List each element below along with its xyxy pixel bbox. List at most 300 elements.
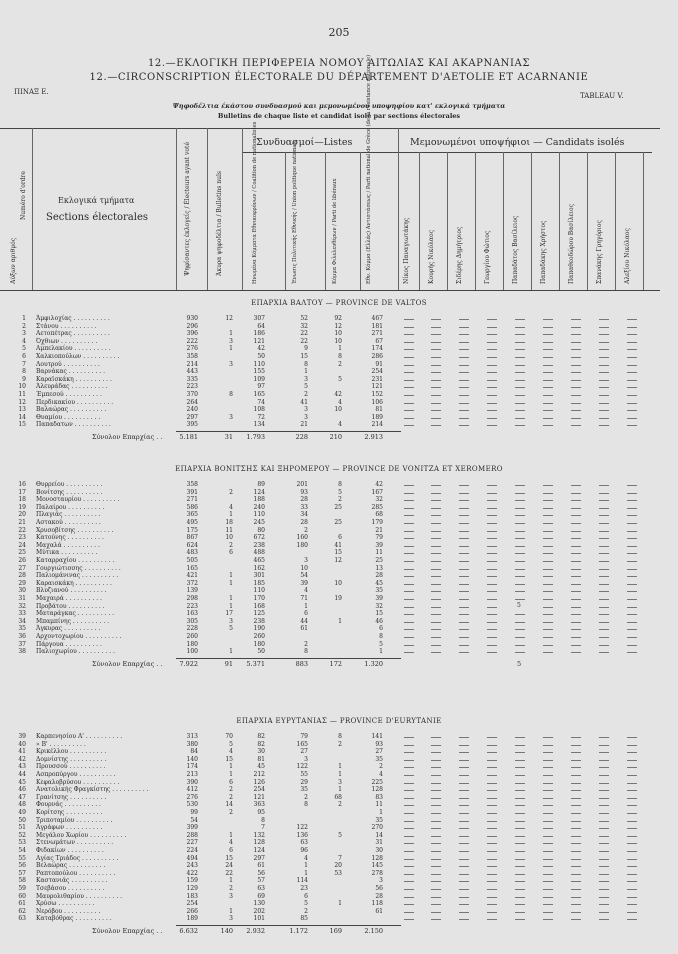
section-name: Χρύσω . . . . . . . . . . xyxy=(36,900,95,908)
empty-dash xyxy=(543,327,553,328)
cell-value: 57 xyxy=(257,877,265,885)
cell-value: 3 xyxy=(304,557,308,564)
cell-value: 297 xyxy=(253,854,265,862)
cell-value: 15 xyxy=(225,755,233,763)
empty-dash xyxy=(404,645,414,646)
empty-dash xyxy=(487,493,497,494)
cell-value: 140 xyxy=(186,755,198,763)
empty-dash xyxy=(404,425,414,426)
cell-value: 108 xyxy=(253,406,265,414)
empty-dash xyxy=(404,767,414,768)
empty-dash xyxy=(487,576,497,577)
total-label: Σύνολον Επαρχίας . . xyxy=(92,927,163,935)
empty-dash xyxy=(515,859,525,860)
cell-value: 1 xyxy=(229,345,233,353)
empty-dash xyxy=(404,889,414,890)
empty-dash xyxy=(459,836,469,837)
cell-value: 2 xyxy=(338,496,342,504)
empty-dash xyxy=(404,508,414,509)
empty-dash xyxy=(627,576,637,577)
cell-value: 54 xyxy=(300,572,308,580)
cell-value: 930 xyxy=(186,315,198,322)
empty-dash xyxy=(431,805,441,806)
empty-dash xyxy=(515,584,525,585)
empty-dash xyxy=(487,737,497,738)
empty-dash xyxy=(627,365,637,366)
cell-value: 3 xyxy=(229,413,233,421)
empty-dash xyxy=(571,645,581,646)
empty-dash xyxy=(599,380,609,381)
empty-dash xyxy=(571,493,581,494)
col-rule xyxy=(643,152,644,290)
empty-dash xyxy=(431,745,441,746)
empty-dash xyxy=(431,410,441,411)
empty-dash xyxy=(487,821,497,822)
empty-dash xyxy=(487,629,497,630)
cell-value: 2 xyxy=(338,740,342,748)
empty-dash xyxy=(543,767,553,768)
empty-dash xyxy=(487,790,497,791)
empty-dash xyxy=(543,523,553,524)
empty-dash xyxy=(459,319,469,320)
isolated-value: 5 xyxy=(517,601,521,609)
empty-dash xyxy=(599,904,609,905)
cell-value: 80 xyxy=(257,526,265,534)
cell-value: 201 xyxy=(296,481,308,488)
section-name: Γρανίτσης . . . . . . . . . . xyxy=(36,793,107,801)
col-rule xyxy=(559,152,560,290)
cell-value: 4 xyxy=(304,587,308,595)
cell-value: 494 xyxy=(186,854,198,862)
empty-dash xyxy=(515,881,525,882)
empty-dash xyxy=(543,319,553,320)
col-rule xyxy=(447,152,448,290)
empty-dash xyxy=(404,652,414,653)
total-value: 2.932 xyxy=(246,927,265,935)
empty-dash xyxy=(404,418,414,419)
empty-dash xyxy=(459,342,469,343)
empty-dash xyxy=(431,485,441,486)
empty-dash xyxy=(487,515,497,516)
empty-dash xyxy=(487,334,497,335)
empty-dash xyxy=(404,737,414,738)
col-rule xyxy=(360,152,361,290)
empty-dash xyxy=(599,607,609,608)
empty-dash xyxy=(571,821,581,822)
cell-value: 222 xyxy=(186,337,198,345)
cell-value: 22 xyxy=(300,337,308,345)
empty-dash xyxy=(543,553,553,554)
empty-dash xyxy=(627,897,637,898)
total-value: 1.320 xyxy=(364,659,383,668)
cell-value: 363 xyxy=(253,801,265,809)
col-rule xyxy=(242,128,243,290)
cell-value: 85 xyxy=(300,915,308,923)
total-value: 172 xyxy=(329,659,342,668)
table-row xyxy=(0,915,678,925)
empty-dash xyxy=(404,752,414,753)
empty-dash xyxy=(599,790,609,791)
empty-dash xyxy=(515,531,525,532)
row-number: 8 xyxy=(22,368,26,376)
row-number: 31 xyxy=(18,595,26,602)
cell-value: 5 xyxy=(229,625,233,633)
empty-dash xyxy=(431,904,441,905)
cell-value: 1 xyxy=(338,763,342,771)
row-number: 33 xyxy=(18,610,26,618)
cell-value: 93 xyxy=(300,488,308,496)
empty-dash xyxy=(571,775,581,776)
col-rule xyxy=(419,152,420,290)
section-name: Μπαμπίνης . . . . . . . . . . xyxy=(36,617,110,625)
empty-dash xyxy=(487,387,497,388)
cell-value: 286 xyxy=(371,353,383,360)
cell-value: 8 xyxy=(229,391,233,398)
empty-dash xyxy=(459,798,469,799)
section-title: ΕΠΑΡΧΙΑ ΕΥΡΥΤΑΝΙΑΣ — PROVINCE D'EURYTANIE xyxy=(236,717,442,725)
empty-dash xyxy=(571,576,581,577)
empty-dash xyxy=(431,866,441,867)
row-number: 19 xyxy=(18,503,26,511)
row-number: 62 xyxy=(18,907,26,915)
empty-dash xyxy=(431,760,441,761)
empty-dash xyxy=(515,569,525,570)
cell-value: 370 xyxy=(186,391,198,398)
section-name: Καραϊσκάκη . . . . . . . . . . xyxy=(36,375,112,383)
cell-value: 276 xyxy=(186,793,198,801)
empty-dash xyxy=(599,919,609,920)
empty-dash xyxy=(627,645,637,646)
empty-dash xyxy=(459,485,469,486)
cell-value: 313 xyxy=(186,733,198,740)
empty-dash xyxy=(627,342,637,343)
empty-dash xyxy=(431,645,441,646)
section-name: Αγίας Τριάδος . . . . . . . . . . xyxy=(36,854,119,862)
empty-dash xyxy=(627,889,637,890)
empty-dash xyxy=(404,790,414,791)
empty-dash xyxy=(459,380,469,381)
total-value: 228 xyxy=(295,433,308,441)
empty-dash xyxy=(487,614,497,615)
cell-value: 128 xyxy=(371,854,383,862)
empty-dash xyxy=(487,645,497,646)
cell-value: 5 xyxy=(338,375,342,383)
cell-value: 97 xyxy=(257,383,265,391)
empty-dash xyxy=(599,783,609,784)
cell-value: 10 xyxy=(334,337,342,345)
col-rule xyxy=(207,128,208,290)
cell-value: 128 xyxy=(371,786,383,794)
empty-dash xyxy=(515,403,525,404)
empty-dash xyxy=(487,607,497,608)
cell-value: 365 xyxy=(186,511,198,519)
empty-dash xyxy=(431,327,441,328)
cell-value: 63 xyxy=(300,839,308,847)
empty-dash xyxy=(431,546,441,547)
cell-value: 7 xyxy=(338,854,342,862)
empty-dash xyxy=(487,403,497,404)
empty-dash xyxy=(627,821,637,822)
section-title: ΕΠΑΡΧΙΑ ΒΑΛΤΟΥ — PROVINCE DE VALTOS xyxy=(251,299,427,307)
empty-dash xyxy=(404,629,414,630)
empty-dash xyxy=(404,881,414,882)
section-name: Καταβόθρας . . . . . . . . . . xyxy=(36,915,112,923)
cell-value: 55 xyxy=(300,771,308,778)
empty-dash xyxy=(571,629,581,630)
empty-dash xyxy=(599,843,609,844)
header-isolated-col: Νίκος Παναγιωτάκης xyxy=(403,217,410,284)
empty-dash xyxy=(404,919,414,920)
row-number: 46 xyxy=(18,786,26,794)
empty-dash xyxy=(459,760,469,761)
empty-dash xyxy=(543,515,553,516)
empty-dash xyxy=(459,515,469,516)
cell-value: 3 xyxy=(304,755,308,763)
empty-dash xyxy=(571,737,581,738)
cell-value: 243 xyxy=(186,862,198,870)
cell-value: 126 xyxy=(253,778,265,786)
empty-dash xyxy=(431,584,441,585)
empty-dash xyxy=(431,357,441,358)
empty-dash xyxy=(459,645,469,646)
cell-value: 240 xyxy=(253,503,265,511)
empty-dash xyxy=(404,904,414,905)
empty-dash xyxy=(627,798,637,799)
empty-dash xyxy=(571,836,581,837)
empty-dash xyxy=(459,508,469,509)
empty-dash xyxy=(599,866,609,867)
cell-value: 488 xyxy=(253,549,265,557)
empty-dash xyxy=(571,538,581,539)
empty-dash xyxy=(571,622,581,623)
total-value: 5.371 xyxy=(246,659,265,668)
empty-dash xyxy=(431,622,441,623)
empty-dash xyxy=(487,380,497,381)
cell-value: 180 xyxy=(253,640,265,648)
empty-dash xyxy=(459,813,469,814)
empty-dash xyxy=(459,821,469,822)
empty-dash xyxy=(404,805,414,806)
empty-dash xyxy=(627,737,637,738)
empty-dash xyxy=(487,372,497,373)
empty-dash xyxy=(599,629,609,630)
empty-dash xyxy=(543,561,553,562)
total-rule xyxy=(176,431,401,432)
cell-value: 6 xyxy=(379,625,383,633)
cell-value: 163 xyxy=(186,610,198,618)
empty-dash xyxy=(571,805,581,806)
row-number: 36 xyxy=(18,633,26,640)
empty-dash xyxy=(515,790,525,791)
empty-dash xyxy=(571,813,581,814)
empty-dash xyxy=(543,569,553,570)
empty-dash xyxy=(431,395,441,396)
cell-value: 15 xyxy=(375,610,383,618)
empty-dash xyxy=(599,897,609,898)
cell-value: 20 xyxy=(334,862,342,870)
empty-dash xyxy=(404,327,414,328)
empty-dash xyxy=(459,912,469,913)
header-isolated-col: Παπαδάκης Χρήστος xyxy=(540,220,547,284)
cell-value: 21 xyxy=(375,526,383,534)
cell-value: 118 xyxy=(371,900,383,908)
empty-dash xyxy=(515,767,525,768)
cell-value: 35 xyxy=(375,755,383,763)
table-label-french: TABLEAU V. xyxy=(580,92,624,100)
cell-value: 443 xyxy=(186,368,198,376)
empty-dash xyxy=(543,752,553,753)
empty-dash xyxy=(599,614,609,615)
section-name: Καρπενησίου Α' . . . . . . . . . . xyxy=(36,733,123,740)
empty-dash xyxy=(627,637,637,638)
empty-dash xyxy=(431,737,441,738)
empty-dash xyxy=(571,874,581,875)
section-name: Όχθιων . . . . . . . . . . xyxy=(36,337,98,345)
empty-dash xyxy=(487,622,497,623)
empty-dash xyxy=(599,637,609,638)
cell-value: 10 xyxy=(225,534,233,542)
empty-dash xyxy=(459,334,469,335)
cell-value: 358 xyxy=(186,481,198,488)
empty-dash xyxy=(571,904,581,905)
empty-dash xyxy=(459,622,469,623)
cell-value: 39 xyxy=(300,579,308,587)
cell-value: 14 xyxy=(375,831,383,839)
empty-dash xyxy=(431,493,441,494)
cell-value: 41 xyxy=(300,398,308,406)
empty-dash xyxy=(627,500,637,501)
empty-dash xyxy=(515,775,525,776)
empty-dash xyxy=(459,576,469,577)
cell-value: 54 xyxy=(190,816,198,824)
empty-dash xyxy=(404,372,414,373)
empty-dash xyxy=(487,349,497,350)
empty-dash xyxy=(627,410,637,411)
cell-value: 1 xyxy=(229,511,233,519)
empty-dash xyxy=(459,372,469,373)
empty-dash xyxy=(543,745,553,746)
empty-dash xyxy=(599,576,609,577)
empty-dash xyxy=(599,500,609,501)
empty-dash xyxy=(599,760,609,761)
empty-dash xyxy=(515,387,525,388)
cell-value: 1 xyxy=(229,907,233,915)
empty-dash xyxy=(543,372,553,373)
cell-value: 44 xyxy=(300,617,308,625)
empty-dash xyxy=(627,828,637,829)
empty-dash xyxy=(543,843,553,844)
cell-value: 160 xyxy=(296,534,308,542)
empty-dash xyxy=(571,881,581,882)
empty-dash xyxy=(571,387,581,388)
section-name: Φιδακίων . . . . . . . . . . xyxy=(36,847,104,854)
empty-dash xyxy=(431,387,441,388)
empty-dash xyxy=(627,395,637,396)
empty-dash xyxy=(487,500,497,501)
empty-dash xyxy=(543,403,553,404)
empty-dash xyxy=(627,599,637,600)
cell-value: 68 xyxy=(375,511,383,519)
empty-dash xyxy=(431,775,441,776)
empty-dash xyxy=(404,599,414,600)
cell-value: 41 xyxy=(334,541,342,549)
cell-value: 1 xyxy=(229,648,233,656)
cell-value: 122 xyxy=(296,824,308,832)
cell-value: 25 xyxy=(334,519,342,526)
cell-value: 136 xyxy=(296,831,308,839)
empty-dash xyxy=(431,881,441,882)
empty-dash xyxy=(487,546,497,547)
cell-value: 17 xyxy=(225,610,233,618)
row-number: 61 xyxy=(18,900,26,908)
empty-dash xyxy=(627,319,637,320)
section-name: » Β' . . . . . . . . . . xyxy=(36,740,86,748)
empty-dash xyxy=(487,889,497,890)
col-rule xyxy=(32,128,33,290)
header-isolated-col: Γεωργίου Φώτιος xyxy=(484,230,491,284)
cell-value: 1 xyxy=(338,771,342,778)
empty-dash xyxy=(459,387,469,388)
empty-dash xyxy=(571,334,581,335)
empty-dash xyxy=(515,629,525,630)
section-name: Καραισκάκη . . . . . . . . . . xyxy=(36,579,112,587)
empty-dash xyxy=(431,425,441,426)
cell-value: 395 xyxy=(186,421,198,429)
cell-value: 96 xyxy=(300,847,308,854)
cell-value: 2 xyxy=(304,526,308,534)
empty-dash xyxy=(404,531,414,532)
header-list-col: Ηνωμένα Κόμματα Εθνικοφρόνων / Coalition de nationalistes xyxy=(252,121,258,284)
empty-dash xyxy=(459,418,469,419)
empty-dash xyxy=(571,546,581,547)
cell-value: 27 xyxy=(375,748,383,756)
cell-value: 175 xyxy=(186,526,198,534)
total-value: 1.172 xyxy=(289,927,308,935)
empty-dash xyxy=(599,912,609,913)
empty-dash xyxy=(599,767,609,768)
empty-dash xyxy=(627,874,637,875)
cell-value: 3 xyxy=(338,778,342,786)
cell-value: 266 xyxy=(186,907,198,915)
row-number: 5 xyxy=(22,345,26,353)
empty-dash xyxy=(571,380,581,381)
empty-dash xyxy=(571,485,581,486)
empty-dash xyxy=(487,319,497,320)
cell-value: 79 xyxy=(375,534,383,542)
header-lists-group: Συνδυασμοί—Listes xyxy=(256,137,353,148)
section-name: Κρικέλλου . . . . . . . . . . xyxy=(36,748,107,756)
empty-dash xyxy=(487,584,497,585)
empty-dash xyxy=(431,798,441,799)
empty-dash xyxy=(543,821,553,822)
empty-dash xyxy=(627,523,637,524)
empty-dash xyxy=(627,607,637,608)
cell-value: 18 xyxy=(225,519,233,526)
header-isolated-group: Μεμονωμένοι υποψήφιοι — Candidats isolés xyxy=(410,137,625,148)
empty-dash xyxy=(431,637,441,638)
col-rule xyxy=(531,152,532,290)
cell-value: 128 xyxy=(253,839,265,847)
empty-dash xyxy=(599,584,609,585)
empty-dash xyxy=(571,365,581,366)
empty-dash xyxy=(627,775,637,776)
section-name: Φουρνάς . . . . . . . . . . xyxy=(36,801,101,809)
empty-dash xyxy=(515,843,525,844)
empty-dash xyxy=(404,410,414,411)
section-name: Λουτρού . . . . . . . . . . xyxy=(36,360,100,368)
cell-value: 124 xyxy=(253,488,265,496)
empty-dash xyxy=(571,357,581,358)
